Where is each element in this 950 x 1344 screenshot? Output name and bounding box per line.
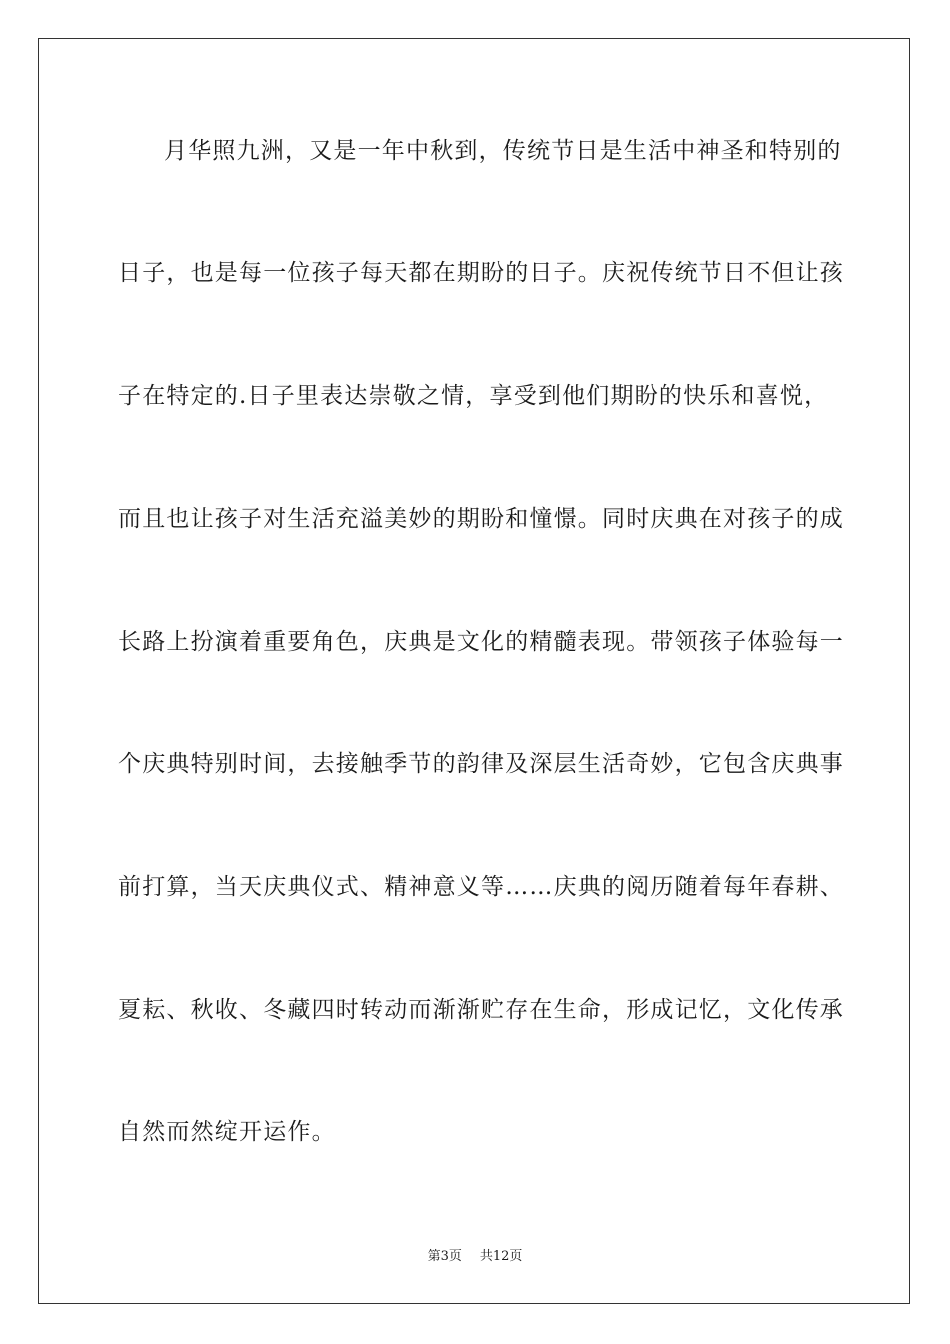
- page-number: 第3页: [427, 1249, 462, 1264]
- paragraph-line-8: 夏耘、秋收、冬藏四时转动而渐渐贮存在生命，形成记忆，文化传承: [118, 997, 844, 1023]
- paragraph-line-6: 个庆典特别时间，去接触季节的韵律及深层生活奇妙，它包含庆典事: [118, 751, 844, 777]
- paragraph-line-9: 自然而然绽开运作。: [118, 1119, 336, 1145]
- page-footer: [0, 1248, 950, 1266]
- page-total: 共12页: [479, 1249, 523, 1264]
- paragraph-line-1: 月华照九洲，又是一年中秋到，传统节日是生活中神圣和特别的: [164, 138, 842, 164]
- paragraph-line-7: 前打算，当天庆典仪式、精神意义等……庆典的阅历随着每年春耕、: [118, 874, 844, 900]
- page-border: [38, 38, 910, 1304]
- paragraph-line-5: 长路上扮演着重要角色，庆典是文化的精髓表现。带领孩子体验每一: [118, 629, 844, 655]
- paragraph-line-2: 日子，也是每一位孩子每天都在期盼的日子。庆祝传统节日不但让孩: [118, 260, 844, 286]
- paragraph-line-4: 而且也让孩子对生活充溢美妙的期盼和憧憬。同时庆典在对孩子的成: [118, 506, 844, 532]
- paragraph-line-3: 子在特定的.日子里表达崇敬之情，享受到他们期盼的快乐和喜悦，: [118, 383, 829, 409]
